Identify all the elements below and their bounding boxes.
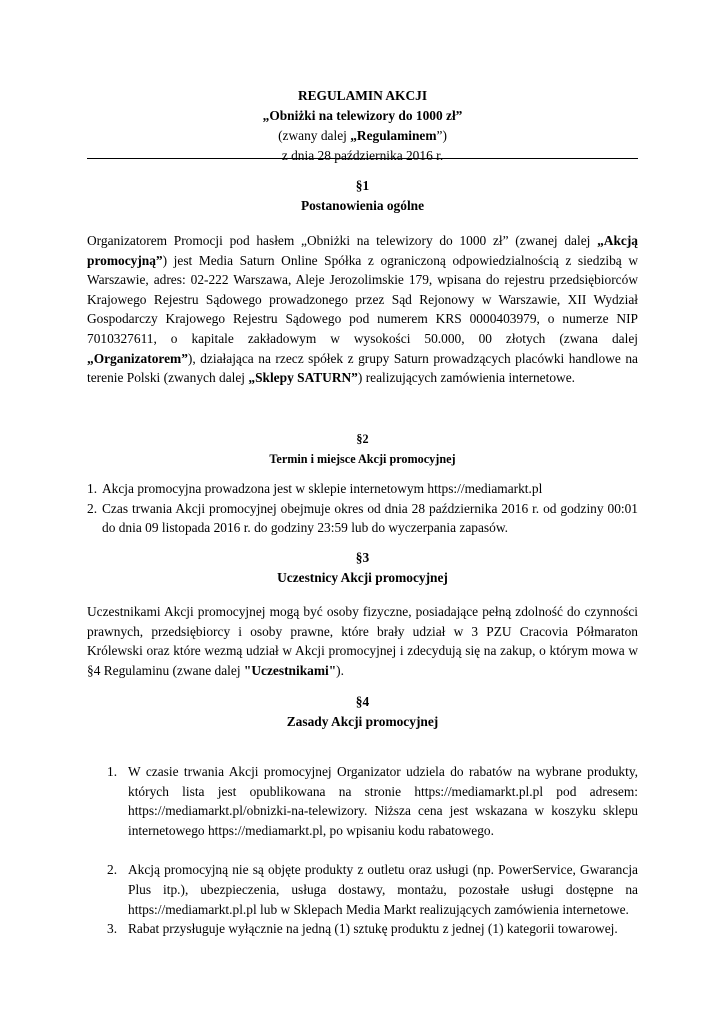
section-4-title: Zasady Akcji promocyjnej	[286, 714, 439, 729]
document-header	[87, 86, 638, 166]
list-item: 2. Akcją promocyjną nie są objęte produkty z outletu oraz usługi (np. PowerService, Gwarancja Plus itp.), ubezpieczenia, usługa dostawy, montażu, pozostałe usługi dostępne na https://mediamarkt.pl.pl lub w Sklepach Media Markt realizujących zamówienia internetowe.	[107, 862, 638, 917]
section-3-title: Uczestnicy Akcji promocyjnej	[277, 570, 448, 585]
section-1-number: §1	[355, 178, 370, 193]
section-2-number: §2	[356, 432, 369, 446]
section-4-number: §4	[355, 694, 370, 709]
promotion-name: „Obniżki na telewizory do 1000 zł”	[262, 108, 463, 123]
section-4-heading	[87, 692, 638, 732]
header-divider	[87, 158, 638, 159]
section-3-paragraph: Uczestnikami Akcji promocyjnej mogą być osoby fizyczne, posiadające pełną zdolność do czynności prawnych, przedsiębiorcy i osoby prawne, które brały udział w 3 PZU Cracovia Półmaraton Królewski oraz które wezmą udział w Akcji promocyjnej i zdecydują się na zakup, o którym mowa w §4 Regulaminu (zwane dalej "Uczestnikami").	[87, 604, 638, 678]
document-date: z dnia 28 października 2016 r.	[281, 148, 444, 163]
list-item: 1. Akcja promocyjna prowadzona jest w sklepie internetowym https://mediamarkt.pl	[87, 481, 543, 496]
section-2-title: Termin i miejsce Akcji promocyjnej	[269, 452, 456, 466]
section-1-heading	[87, 176, 638, 216]
section-4-list	[107, 762, 638, 939]
list-item: 2. Czas trwania Akcji promocyjnej obejmuje okres od dnia 28 października 2016 r. od godziny 00:01 do dnia 09 listopada 2016 r. do godziny 23:59 lub do wyczerpania zapasów.	[87, 500, 638, 536]
section-1-paragraph: Organizatorem Promocji pod hasłem „Obniżki na telewizory do 1000 zł” (zwanej dalej „Akcją promocyjną”) jest Media Saturn Online Spółka z ograniczoną odpowiedzialnością z siedzibą w Warszawie, adres: 02-222 Warszawa, Aleje Jerozolimskie 179, wpisana do rejestru przedsiębiorców Krajowego Rejestru Sądowego prowadzonego przez Sąd Rejonowy w Warszawie, XII Wydział Gospodarczy Krajowego Rejestru Sądowego pod numerem KRS 0000403979, o numerze NIP 7010327611, o kapitale zakładowym w wysokości 50.000, 00 złotych (zwana dalej „Organizatorem”), działająca na rzecz spółek z grupy Saturn prowadzących placówki handlowe na terenie Polski (zwanych dalej „Sklepy SATURN”) realizujących zamówienia internetowe.	[87, 233, 638, 386]
document-title: REGULAMIN AKCJI	[297, 88, 428, 103]
list-item: 3. Rabat przysługuje wyłącznie na jedną (1) sztukę produktu z jednej (1) kategorii towarowej.	[107, 921, 618, 937]
section-1-title: Postanowienia ogólne	[300, 198, 425, 213]
section-2-list	[87, 479, 638, 538]
regulation-alias: (zwany dalej „Regulaminem”)	[278, 128, 447, 143]
section-3-heading	[87, 548, 638, 588]
list-item: 1. W czasie trwania Akcji promocyjnej Organizator udziela do rabatów na wybrane produkty, których lista jest opublikowana na stronie https://mediamarkt.pl.pl pod adresem: https://mediamarkt.pl/obnizki-na-telewizory. Niższa cena jest wskazana w koszyku sklepu internetowego https://mediamarkt.pl, po wpisaniu kodu rabatowego.	[107, 764, 638, 838]
section-2-heading	[87, 429, 638, 469]
section-3-number: §3	[355, 550, 370, 565]
